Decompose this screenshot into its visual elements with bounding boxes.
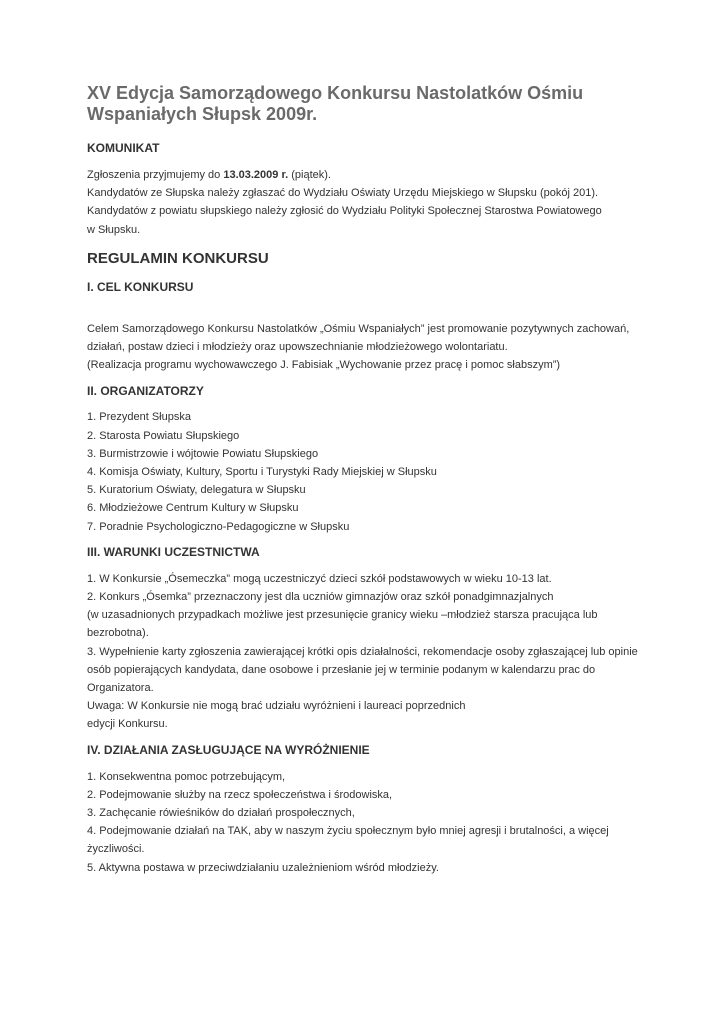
dzialania-body	[87, 768, 664, 877]
dzialania-line: 5. Aktywna postawa w przeciwdziałaniu uzależnieniom wśród młodzieży.	[87, 861, 439, 874]
komunikat-line-4: w Słupsku.	[87, 223, 141, 236]
warunki-heading: III. WARUNKI UCZESTNICTWA	[87, 544, 260, 559]
dzialania-line: życzliwości.	[87, 843, 145, 856]
cel-heading: I. CEL KONKURSU	[87, 279, 194, 294]
warunki-line: Organizatora.	[87, 682, 154, 695]
cel-line-1: Celem Samorządowego Konkursu Nastolatków „Ośmiu Wspaniałych” jest promowanie pozytywnych zachowań,	[87, 322, 630, 335]
list-item: 7. Poradnie Psychologiczno-Pedagogiczne w Słupsku	[87, 520, 350, 533]
warunki-line: bezrobotna).	[87, 627, 149, 640]
warunki-line: 2. Konkurs „Ósemka” przeznaczony jest dla uczniów gimnazjów oraz szkół ponadgimnazjalnych	[87, 591, 554, 604]
komunikat-body	[87, 166, 664, 239]
warunki-line: Uwaga: W Konkursie nie mogą brać udziału wyróżnieni i laureaci poprzednich	[87, 700, 466, 713]
komunikat-line-1-suffix: (piątek).	[288, 169, 331, 181]
list-item: 1. Prezydent Słupska	[87, 411, 191, 424]
dzialania-line: 3. Zachęcanie rówieśników do działań prospołecznych,	[87, 807, 355, 820]
list-item: 4. Komisja Oświaty, Kultury, Sportu i Turystyki Rady Miejskiej w Słupsku	[87, 466, 437, 479]
komunikat-heading: KOMUNIKAT	[87, 141, 160, 155]
organizatorzy-list	[87, 408, 664, 535]
organizatorzy-heading: II. ORGANIZATORZY	[87, 384, 204, 399]
dzialania-line: 1. Konsekwentna pomoc potrzebującym,	[87, 770, 286, 783]
dzialania-line: 4. Podejmowanie działań na TAK, aby w naszym życiu społecznym było mniej agresji i brutalności, a więcej	[87, 825, 609, 838]
cel-body	[87, 320, 664, 375]
warunki-line: edycji Konkursu.	[87, 718, 168, 731]
komunikat-line-3: Kandydatów z powiatu słupskiego należy zgłosić do Wydziału Polityki Społecznej Starostwa Powiatowego	[87, 205, 602, 218]
cel-line-3: (Realizacja programu wychowawczego J. Fabisiak „Wychowanie przez pracę i pomoc słabszym”)	[87, 359, 561, 372]
list-item: 2. Starosta Powiatu Słupskiego	[87, 429, 240, 442]
warunki-body	[87, 570, 664, 734]
dzialania-heading: IV. DZIAŁANIA ZASŁUGUJĄCE NA WYRÓŻNIENIE	[87, 742, 370, 757]
warunki-line: 3. Wypełnienie karty zgłoszenia zawierającej krótki opis działalności, rekomendacje osoby zgłaszającej lub opinie	[87, 645, 638, 658]
komunikat-line-1	[87, 166, 664, 184]
dzialania-line: 2. Podejmowanie służby na rzecz społeczeństwa i środowiska,	[87, 788, 393, 801]
komunikat-line-2: Kandydatów ze Słupska należy zgłaszać do Wydziału Oświaty Urzędu Miejskiego w Słupsku (pokój 201).	[87, 187, 599, 200]
list-item: 3. Burmistrzowie i wójtowie Powiatu Słupskiego	[87, 447, 319, 460]
regulamin-heading: REGULAMIN KONKURSU	[87, 249, 269, 267]
warunki-line: (w uzasadnionych przypadkach możliwe jest przesunięcie granicy wieku –młodzież starsza pracująca lub	[87, 609, 598, 622]
komunikat-line-1-prefix: Zgłoszenia przyjmujemy do	[87, 169, 224, 181]
warunki-line: osób popierających kandydata, dane osobowe i przesłanie jej w terminie podanym w kalendarzu prac do	[87, 663, 596, 676]
cel-line-2: działań, postaw dzieci i młodzieży oraz upowszechnianie młodzieżowego wolontariatu.	[87, 341, 508, 354]
komunikat-date: 13.03.2009 r.	[223, 169, 289, 181]
list-item: 5. Kuratorium Oświaty, delegatura w Słupsku	[87, 484, 306, 497]
warunki-line: 1. W Konkursie „Ósemeczka” mogą uczestniczyć dzieci szkół podstawowych w wieku 10-13 lat.	[87, 572, 552, 585]
list-item: 6. Młodzieżowe Centrum Kultury w Słupsku	[87, 502, 299, 515]
document-title: XV Edycja Samorządowego Konkursu Nastolatków Ośmiu Wspaniałych Słupsk 2009r.	[87, 83, 584, 124]
